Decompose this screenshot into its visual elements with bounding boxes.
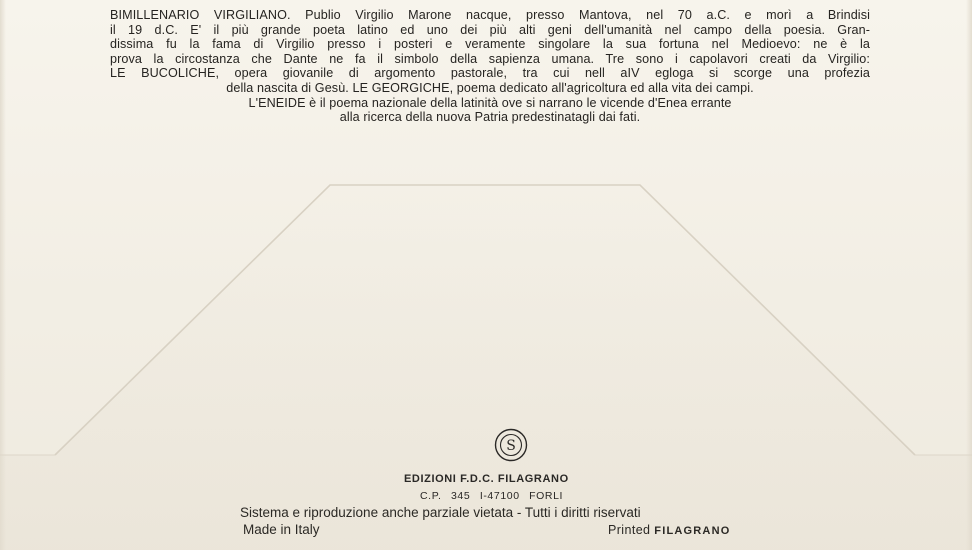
intro-line: prova la circostanza che Dante ne fa il simbolo della sapienza umana. Tre sono i capolavori creati da Virgilio: [110,51,870,66]
intro-line: dissima fu la fama di Virgilio presso i posteri e veramente singolare la sua fortuna nel Medioevo: ne è la [110,37,870,52]
printed-label: Printed [608,523,651,537]
seal-letter: S [506,438,516,454]
intro-line: della nascita di Gesù. LE GEORGICHE, poema dedicato all'agricoltura ed alla vita dei campi. [226,80,754,95]
made-in-label: Made in Italy [243,522,320,537]
publisher-address: C.P. 345 I-47100 FORLI [420,490,564,502]
intro-line: il 19 d.C. E' il più grande poeta latino ed uno dei più alti geni dell'umanità nel campo della poesia. Gran- [110,22,870,37]
bimillenario-text-block [110,8,870,125]
intro-line: LE BUCOLICHE, opera giovanile di argomento pastorale, tra cui nell aIV egloga si scorge una profezia [110,66,870,81]
intro-line: alla ricerca della nuova Patria predestinatagli dai fati. [339,110,641,125]
intro-line: BIMILLENARIO VIRGILIANO. Publio Virgilio Marone nacque, presso Mantova, nel 70 a.C. e morì a Brindisi [110,8,870,22]
publisher-name: EDIZIONI F.D.C. FILAGRANO [404,473,569,485]
filagrano-seal-icon [494,428,528,462]
printed-brand: FILAGRANO [654,525,731,537]
rights-notice: Sistema e riproduzione anche parziale vietata - Tutti i diritti riservati [240,505,641,520]
printed-by [608,523,730,537]
intro-line: L'ENEIDE è il poema nazionale della latinità ove si narrano le vicende d'Enea errante [248,95,732,110]
